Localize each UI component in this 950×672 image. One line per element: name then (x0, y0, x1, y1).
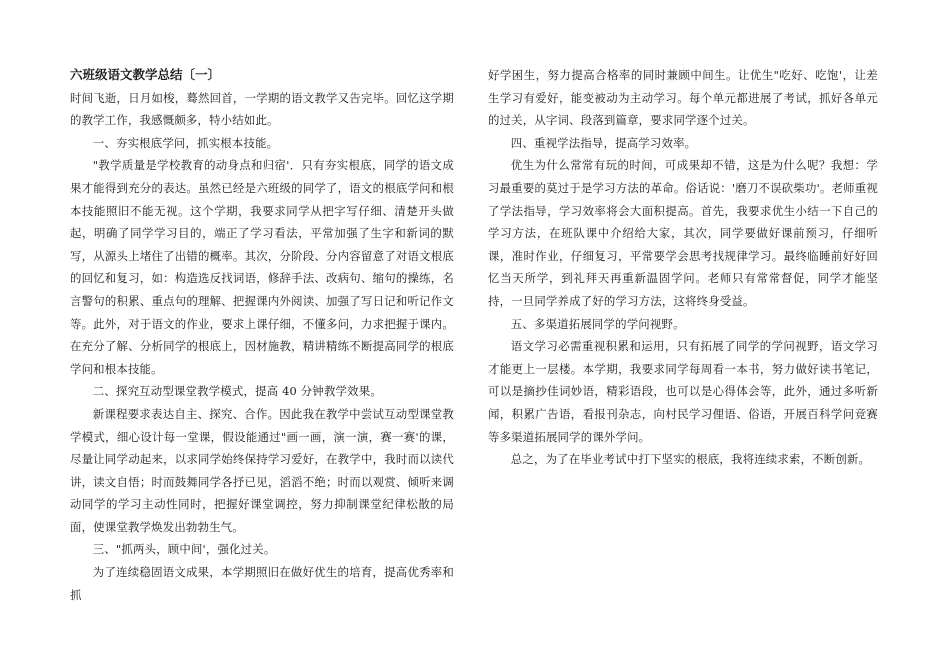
section-heading-4: 四、重视学法指导，提高学习效率。 (510, 135, 697, 150)
section-4-body: 优生为什么常常有玩的时间，可成果却不错，这是为什么呢？我想：学习最重要的莫过于是学习方法的革命。俗话说：'磨刀不误砍柴功'。老师重视了学法指导，学习效率将会大面积提高。首先，我要求优生小结一下自己的学习方法，在班队课中介绍给大家，其次，同学要做好课前预习，仔细听课，准时作业，仔细复习，平常要学会思考找规律学习。最终临睡前好好回忆当天所学，到礼拜天再重新温固学问。老师只有常常督促，同学才能坚持，一旦同学养成了好的学习方法，这将终身受益。 (488, 158, 878, 308)
section-heading-2: 二、探究互动型课堂教学模式，提高 40 分钟教学效果。 (92, 384, 382, 399)
section-3-body-start: 为了连续稳固语文成果，本学期照旧在做好优生的培育，提高优秀率和抓 (70, 565, 454, 602)
section-1-body: "教学质量是学校教育的动身点和归宿'．只有夯实根底，同学的语文成果才能得到充分的表达。虽然已经是六班级的同学了，语文的根底学问和根本技能照旧不能无视。这个学期，我要求同学从把字写仔细、清楚开头做起，明确了同学学习目的，端正了学习看法，平常加强了生字和新词的默写，从源头上堵住了出错的概率。其次，分阶段、分内容留意了对语文根底的回忆和复习，如：构造选反找词语，修辞手法、改病句、缩句的操练，名言警句的积累、重点句的理解、把握课内外阅读、加强了写日记和听记作文等。此外，对于语文的作业，要求上课仔细，不懂多问，力求把握于课内。在充分了解、分析同学的根底上，因材施教，精讲精练不断提高同学的根底学问和根本技能。 (70, 158, 454, 376)
section-3-body-continued: 好学困生，努力提高合格率的同时兼顾中间生。让优生"吃好、吃饱'，让差生学习有爱好，能变被动为主动学习。每个单元都进展了考试，抓好各单元的过关，从字词、段落到篇章，要求同学逐个过关。 (488, 68, 878, 128)
section-heading-3: 三、"抓两头，顾中间'，强化过关。 (92, 542, 276, 557)
left-column (70, 64, 454, 606)
document-title: 六班级语文教学总结〔一〕 (70, 67, 221, 82)
section-heading-5: 五、多渠道拓展同学的学问视野。 (510, 316, 685, 331)
section-2-body: 新课程要求表达自主、探究、合作。因此我在教学中尝试互动型课堂教学模式，细心设计每一堂课，假设能通过"画一画，演一演，赛一赛'的课，尽量让同学动起来，以求同学始终保持学习爱好，在教学中，我时而以读代讲，读文自悟；时而鼓舞同学各抒已见，滔滔不绝；时而以观赏、倾听来调动同学的学习主动性同时，把握好课堂调控，努力抑制课堂纪律松散的局面，使课堂教学焕发出勃勃生气。 (70, 406, 454, 534)
intro-paragraph: 时间飞逝，日月如梭，蓦然回首，一学期的语文教学又告完毕。回忆这学期的教学工作，我感慨颇多，特小结如此。 (70, 90, 454, 128)
right-column (488, 64, 878, 471)
section-heading-1: 一、夯实根底学问，抓实根本技能。 (92, 135, 279, 150)
section-5-body: 语文学习必需重视积累和运用，只有拓展了同学的学问视野，语文学习才能更上一层楼。本学期，我要求同学每周看一本书，努力做好读书笔记，可以是摘抄佳词妙语，精彩语段，也可以是心得体会等，此外，通过多听新闻，积累广告语，看报刊杂志，向村民学习俚语、俗语，开展百科学问竞赛等多渠道拓展同学的课外学问。 (488, 339, 878, 444)
conclusion-paragraph: 总之，为了在毕业考试中打下坚实的根底，我将连续求索，不断创新。 (510, 452, 871, 467)
